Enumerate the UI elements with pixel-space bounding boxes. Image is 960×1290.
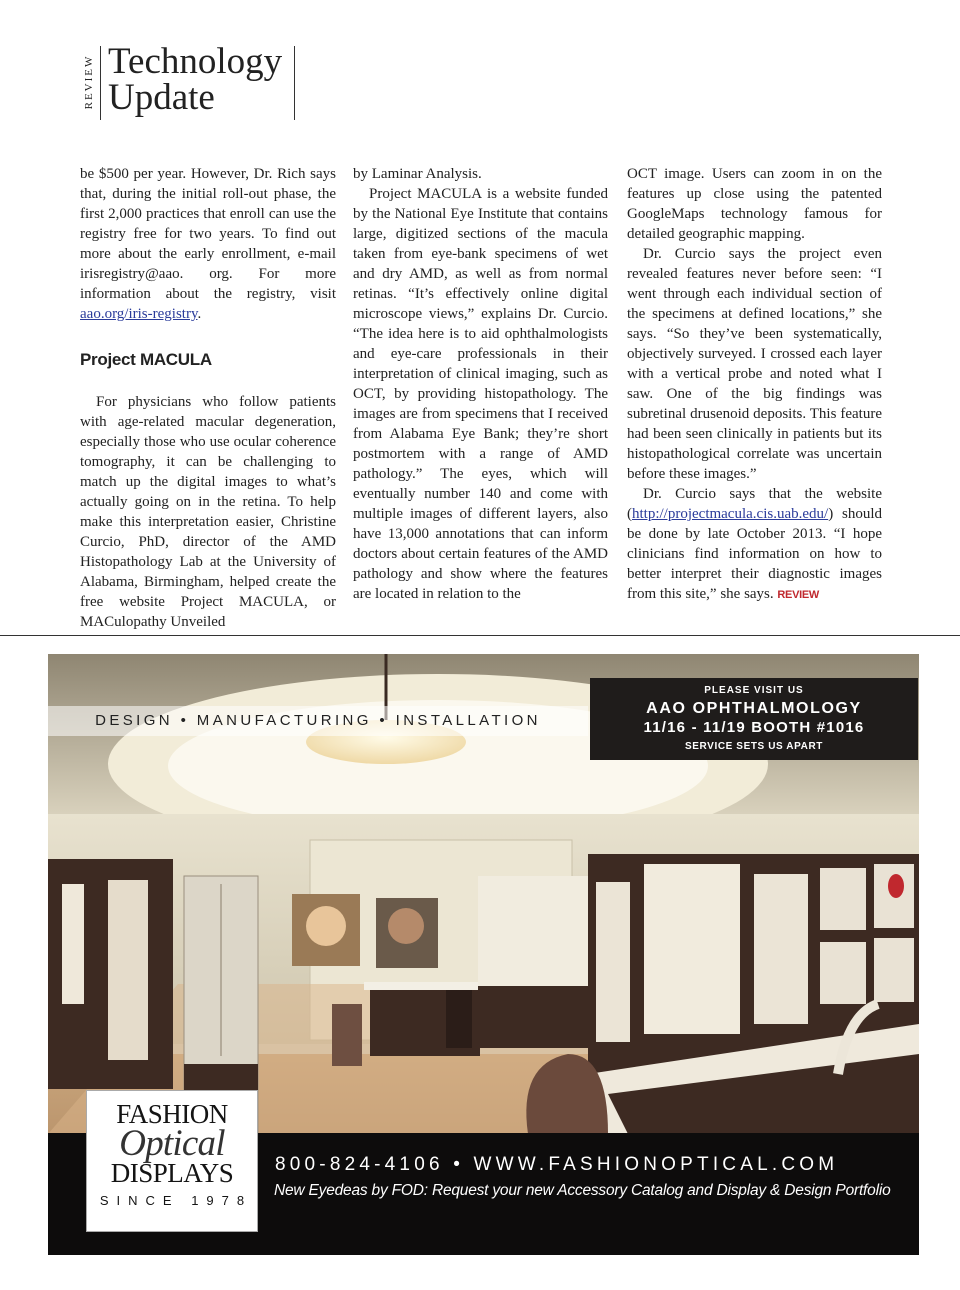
paragraph [627, 484, 882, 605]
section-title [108, 41, 283, 118]
advertisement[interactable] [48, 654, 919, 1255]
ad-tagline: DESIGN • MANUFACTURING • INSTALLATION [48, 706, 588, 736]
subheading: Project MACULA [80, 350, 212, 369]
title-line-1: Technology [108, 41, 283, 82]
ad-slogan: New Eyedeas by FOD: Request your new Accessory Catalog and Display & Design Portfolio [274, 1182, 891, 1199]
paragraph-text: be $500 per year. However, Dr. Rich says that, during the initial roll-out phase, the first 2,000 practices that enroll can use the registry free for two years. To find out more about the early enrollment, e-mail irisregistry@aao. org. For more information about the registry, visit [80, 166, 336, 302]
header-divider-right [294, 46, 295, 120]
paragraph-text: ) should be done by late October 2013. “I hope clinicians find information on how to better interpret their diagnostic images from this site,” she says. [627, 506, 882, 602]
logo-since: SINCE 1978 [99, 1193, 253, 1208]
article-column-3 [627, 164, 882, 605]
project-macula-link[interactable]: http://projectmacula.cis.uab.edu/ [632, 506, 829, 522]
header-divider-left [100, 46, 101, 120]
visit-text: PLEASE VISIT US [704, 685, 804, 696]
paragraph: OCT image. Users can zoom in on the features up close using the patented GoogleMaps technology famous for detailed geographic mapping. [627, 166, 882, 242]
article-column-2 [353, 164, 608, 604]
paragraph: Dr. Curcio says the project even revealed features never before seen: “I went through each individual section of the specimens at defined locations,” she says. “So they’ve been systematically, objectively surveyed. I crossed each layer with a vertical probe and noted what I saw. One of the big findings was subretinal drusenoid deposits. This feature had been seen clinically in patients but its histopathological correlate was uncertain before these images.” [627, 246, 882, 482]
paragraph: For physicians who follow patients with age-related macular degeneration, especially those who use ocular coherence tomography, it can be challenging to match up the digital images to what’s actually going on in the retina. To help make this interpretation easier, Christine Curcio, PhD, director of the AMD Histopathology Lab at the University of Alabama, Birmingham, helped create the free website Project MACULA, or MACulopathy Unveiled [80, 394, 336, 630]
section-divider [0, 635, 960, 636]
event-name: AAO OPHTHALMOLOGY [646, 700, 862, 717]
title-line-2: Update [108, 77, 215, 118]
service-slogan: SERVICE SETS US APART [685, 741, 823, 752]
section-vertical-label [78, 44, 100, 120]
vertical-review-text: REVIEW [83, 54, 95, 110]
article-column-1 [80, 164, 336, 632]
paragraph-text: Dr. Curcio says that the website ( [627, 486, 882, 522]
fashion-optical-logo [86, 1090, 258, 1232]
logo-word-fashion: FASHION [116, 1099, 228, 1129]
paragraph: Project MACULA is a website funded by the National Eye Institute that contains large, digitized sections of the macula taken from eye-bank specimens of wet and dry AMD, as well as from normal retinas. “It’s effectively online digital microscope views,” explains Dr. Curcio. “The idea here is to aid ophthalmologists and eye-care professionals in their interpretation of clinical imaging, such as OCT, by providing histopathology. The images are from specimens that I received from Alabama Eye Bank; they’re short postmortem with a range of AMD pathology.” The eyes, which will eventually number 140 and come with multiple images of different layers, also have 13,000 annotations that can inform doctors about certain features of the AMD pathology and show where the features are located in relation to the [353, 186, 608, 602]
paragraph-end: . [197, 306, 202, 322]
paragraph: by Laminar Analysis. [353, 166, 482, 182]
review-end-mark: REVIEW [777, 589, 819, 601]
iris-registry-link[interactable]: aao.org/iris-registry [80, 306, 198, 322]
event-dates-booth: 11/16 - 11/19 BOOTH #1016 [643, 719, 865, 736]
ad-contact[interactable]: 800-824-4106 • WWW.FASHIONOPTICAL.COM [275, 1154, 839, 1175]
paragraph [80, 164, 336, 324]
event-info-box [590, 678, 918, 760]
logo-word-displays: DISPLAYS [110, 1158, 234, 1188]
logo-word-optical: Optical [119, 1123, 225, 1164]
